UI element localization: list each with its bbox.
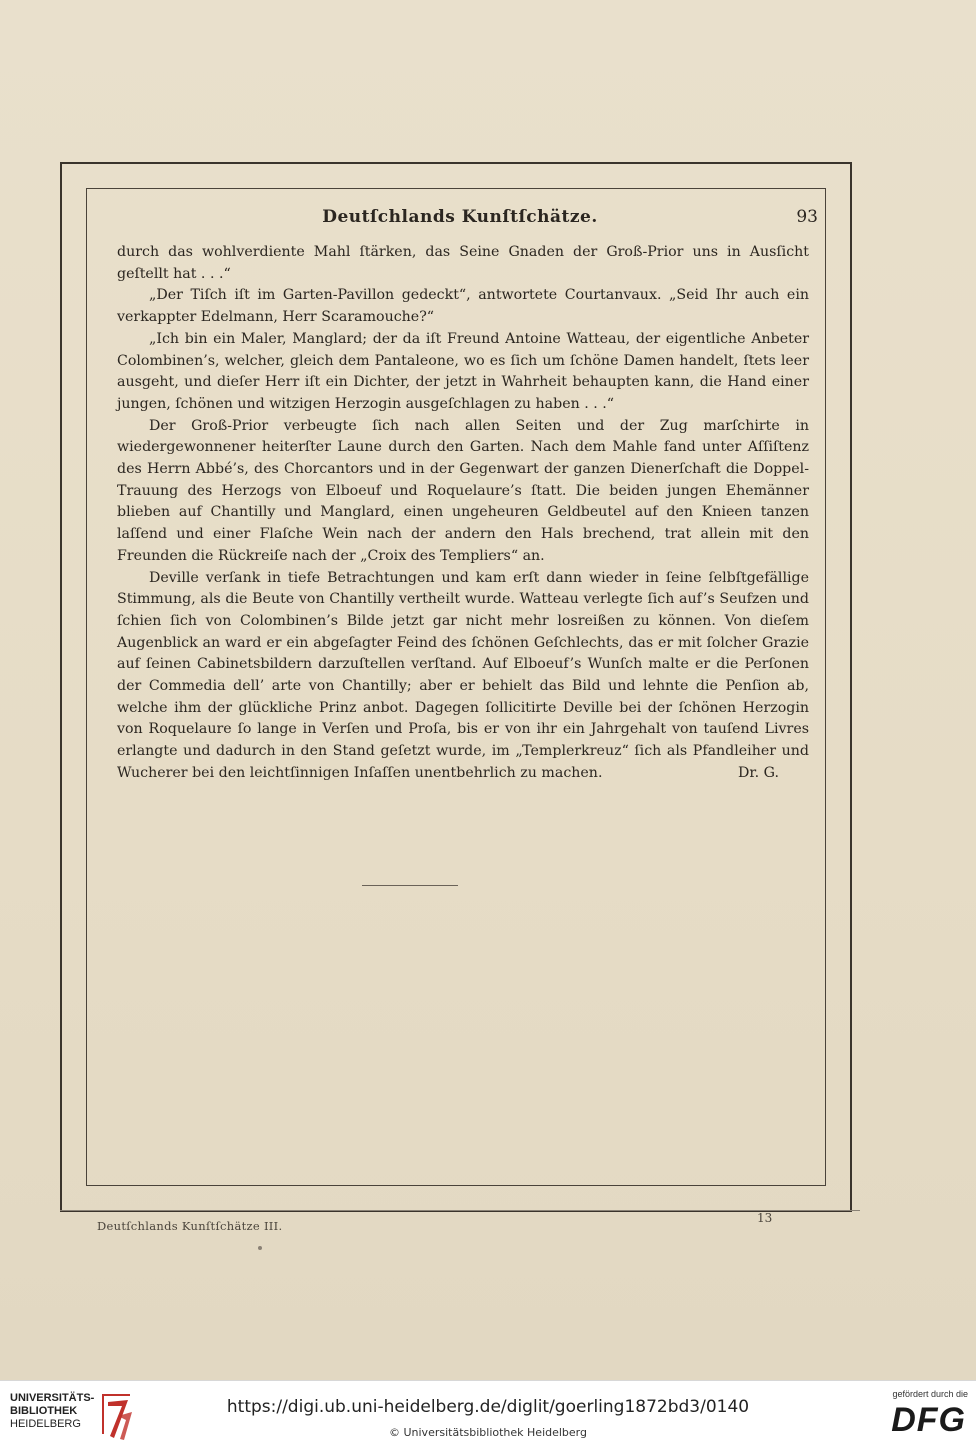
paragraph-text: Deville verſank in tiefe Betrachtungen und kam erſt dann wieder in ſeine ſelbſtgefällige Stimmung, als die Beute von Chantilly vertheilt wurde. Watteau verlegte ſich auf’s Seufzen und ſchien ſich von Colombinen’s Bilde jetzt gar nicht mehr losreißen zu können. Von dieſem Augenblick an ward er ein abgeſagter Feind des ſchönen Geſchlechts, das er mit ſolcher Grazie auf ſeinen Cabinetsbildern darzuſtellen verſtand. Auf Elboeuf’s Wunſch malte er die Perſonen der Commedia dell’ arte von Chantilly; aber er behielt das Bild und lehnte die Penſion ab, welche ihm der glückliche Prinz anbot. Dagegen ſollicitirte Deville bei der ſchönen Herzogin von Roquelaure ſo lange in Verſen und Proſa, bis er von ihr ein Jahrgehalt von tauſend Livres erlangte und dadurch in den Stand geſetzt wurde, im „Templerkreuz“ ſich als Pfandleiher und Wucherer bei den leichtſinnigen Inſaſſen unentbehrlich zu machen. [117,569,809,781]
running-title: Deutſchlands Kunſtſchätze. [322,207,598,227]
paragraph: „Ich bin ein Maler, Manglard; der da iſt Freund Antoine Watteau, der eigentliche Anbeter Colombinen’s, welcher, gleich dem Pantaleone, wo es ſich um ſchöne Damen handelt, ſtets leer ausgeht, und dieſer Herr iſt ein Dichter, der jetzt in Wahrheit behaupten kann, die Hand einer jungen, ſchönen und witzigen Herzogin ausgeſchlagen zu haben . . .“ [117,330,809,412]
section-end-rule [362,885,458,886]
paper-speck [258,1246,262,1250]
paragraph: Der Groß-Prior verbeugte ſich nach allen Seiten und der Zug marſchirte in wiedergewonnener heiterſter Laune durch den Garten. Nach dem Mahle fand unter Aſſiſtenz des Herrn Abbé’s, des Chorcantors und in der Gegenwart der ganzen Dienerſchaft die Doppel-Trauung des Herzogs von Elboeuf und Roquelaure’s ſtatt. Die beiden jungen Ehemänner blieben auf Chantilly und Manglard, einen ungeheuren Geldbeutel auf den Knieen tanzen laſſend und einer Flaſche Wein nach der andern den Hals brechend, trat allein mit den Freunden die Rückreiſe nach der „Croix des Templiers“ an. [117,417,809,564]
funder-caption: gefördert durch die [892,1389,968,1399]
permalink-url[interactable]: https://digi.ub.uni-heidelberg.de/diglit/goerling1872bd3/0140 [226,1397,750,1417]
author-signature: Dr. G. [738,764,779,781]
library-name-line: BIBLIOTHEK [10,1405,78,1417]
sheet-number: 13 [757,1211,773,1225]
running-head [100,207,820,233]
paragraph: „Der Tiſch iſt im Garten-Pavillon gedeckt“, antwortete Courtanvaux. „Seid Ihr auch ein verkappter Edelmann, Herr Scaramouche?“ [117,287,809,326]
paragraph: durch das wohlverdiente Mahl ſtärken, das Seine Gnaden der Groß-Prior uns in Ausſicht geſtellt hat . . .“ [117,244,809,282]
dfg-logo[interactable]: DFG [891,1401,966,1439]
page-number: 93 [796,207,818,227]
body-text [117,242,809,785]
sheet-signature-title: Deutſchlands Kunſtſchätze III. [97,1219,283,1233]
paragraph [117,568,809,785]
library-name-line: UNIVERSITÄTS- [10,1392,95,1404]
library-name-line: HEIDELBERG [10,1418,81,1430]
copyright-notice: © Universitätsbibliothek Heidelberg [388,1426,587,1439]
sheet-signature-rule [60,1210,860,1211]
